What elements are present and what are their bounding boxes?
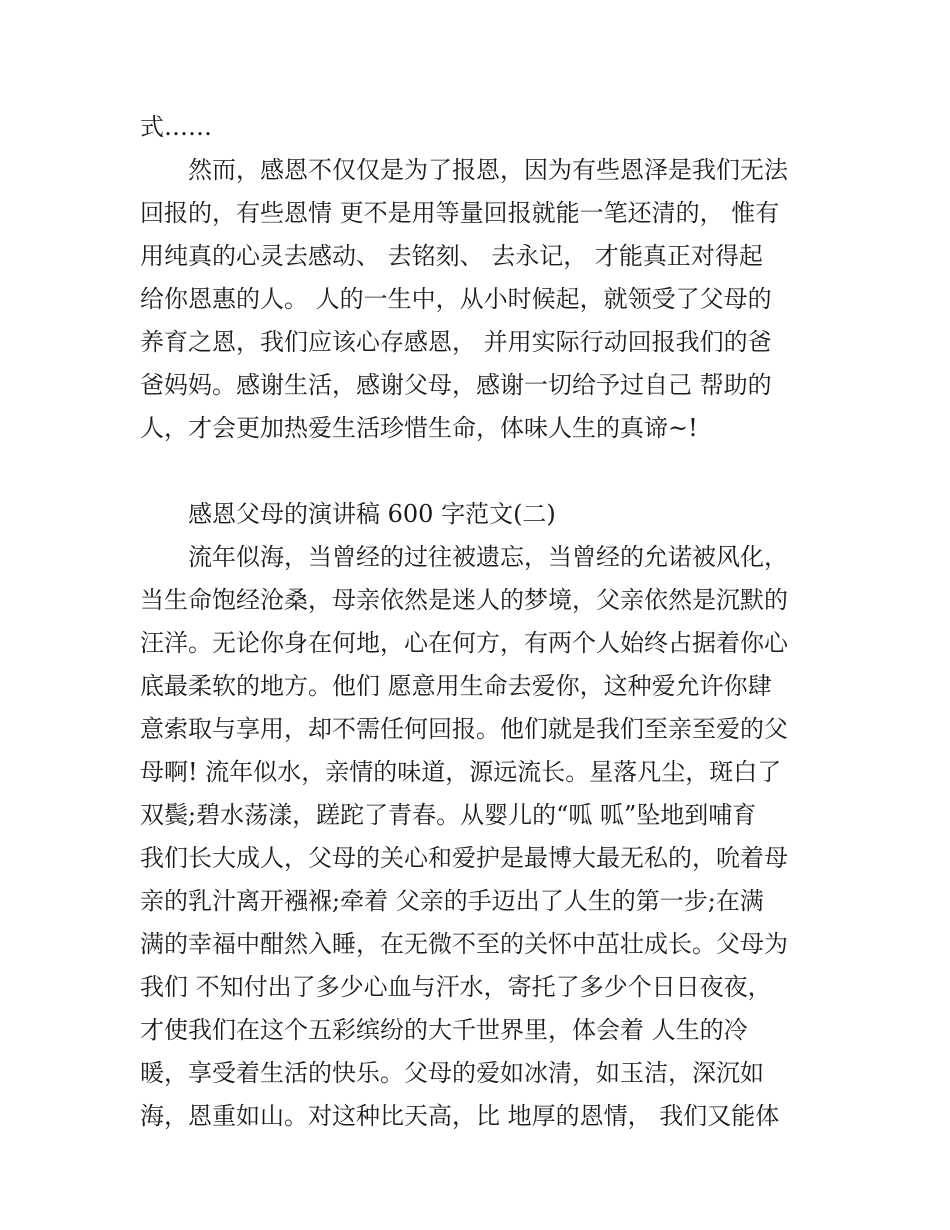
paragraph-first-line: 然而，感恩不仅仅是为了报恩，因为有些恩泽是我们无法 bbox=[188, 156, 788, 184]
text-line: 养育之恩，我们应该心存感恩， 并用实际行动回报我们的爸 bbox=[140, 328, 772, 356]
text-line: 暖，享受着生活的快乐。父母的爱如冰清，如玉洁，深沉如 bbox=[140, 1059, 764, 1087]
text-line: 满的幸福中酣然入睡，在无微不至的关怀中茁壮成长。父母为 bbox=[140, 930, 788, 958]
text-line: 人，才会更加热爱生活珍惜生命，体味人生的真谛~! bbox=[140, 414, 698, 442]
text-line: 我们 不知付出了多少心血与汗水，寄托了多少个日日夜夜， bbox=[140, 973, 772, 1001]
text-line: 海，恩重如山。对这种比天高，比 地厚的恩情， 我们又能体 bbox=[140, 1102, 780, 1130]
paragraph-first-line: 流年似海，当曾经的过往被遗忘，当曾经的允诺被风化， bbox=[188, 543, 788, 571]
text-line: 才使我们在这个五彩缤纷的大千世界里，体会着 人生的冷 bbox=[140, 1016, 748, 1044]
text-line: 母啊! 流年似水，亲情的味道，源远流长。星落凡尘，斑白了 bbox=[140, 758, 782, 786]
text-line: 意索取与享用，却不需任何回报。他们就是我们至亲至爱的父 bbox=[140, 715, 788, 743]
text-line: 汪洋。无论你身在何地，心在何方，有两个人始终占据着你心 bbox=[140, 629, 788, 657]
text-line: 给你恩惠的人。 人的一生中，从小时候起，就领受了父母的 bbox=[140, 285, 772, 313]
text-body bbox=[140, 106, 830, 1138]
paragraph-gap bbox=[140, 450, 830, 493]
text-line: 用纯真的心灵去感动、 去铭刻、 去永记， 才能真正对得起 bbox=[140, 242, 763, 270]
text-line: 底最柔软的地方。他们 愿意用生命去爱你，这种爱允许你肆 bbox=[140, 672, 772, 700]
text-line: 双鬓;碧水荡漾，蹉跎了青春。从婴儿的“呱 呱”坠地到哺育 bbox=[140, 801, 757, 829]
text-line: 式…… bbox=[140, 113, 212, 141]
text-line: 亲的乳汁离开襁褓;牵着 父亲的手迈出了人生的第一步;在满 bbox=[140, 887, 764, 915]
text-line: 回报的，有些恩情 更不是用等量回报就能一笔还清的， 惟有 bbox=[140, 199, 780, 227]
section-heading: 感恩父母的演讲稿 600 字范文(二) bbox=[188, 500, 556, 528]
text-line: 我们长大成人，父母的关心和爱护是最博大最无私的，吮着母 bbox=[140, 844, 788, 872]
text-line: 当生命饱经沧桑，母亲依然是迷人的梦境，父亲依然是沉默的 bbox=[140, 586, 788, 614]
text-line: 爸妈妈。感谢生活，感谢父母，感谢一切给予过自己 帮助的 bbox=[140, 371, 772, 399]
